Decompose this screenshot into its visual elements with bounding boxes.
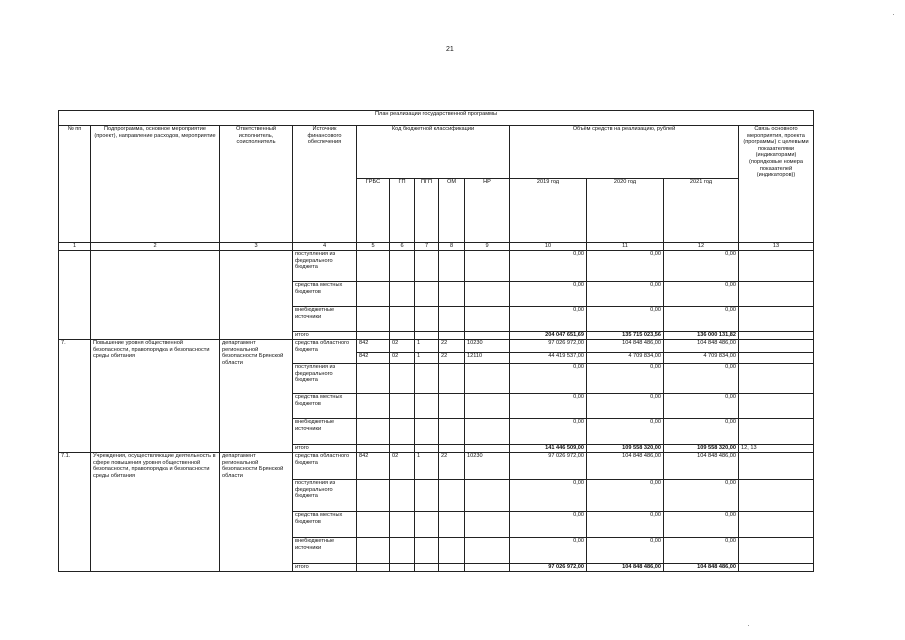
header-executor: Ответственный исполнитель, соисполнитель xyxy=(220,126,293,243)
num-cell: 7.1. xyxy=(59,453,91,572)
value-2019: 0,00 xyxy=(510,394,587,419)
source-cell: итого xyxy=(293,332,357,340)
col-num: 9 xyxy=(465,243,510,251)
value-2020: 0,00 xyxy=(587,480,664,512)
value-2019: 0,00 xyxy=(510,480,587,512)
value-2021: 104 848 486,00 xyxy=(664,340,739,353)
gp-cell: 02 xyxy=(390,353,415,364)
executor-cell xyxy=(220,251,293,340)
value-2019: 0,00 xyxy=(510,282,587,307)
col-num: 6 xyxy=(390,243,415,251)
source-cell: поступления из федерального бюджета xyxy=(293,480,357,512)
grbs-cell: 842 xyxy=(357,453,390,480)
total-2021: 109 558 320,00 xyxy=(664,445,739,453)
value-2020: 0,00 xyxy=(587,364,664,394)
total-2021: 104 848 486,00 xyxy=(664,564,739,572)
col-num: 8 xyxy=(439,243,465,251)
source-cell: средства областного бюджета xyxy=(293,340,357,364)
value-2021: 104 848 486,00 xyxy=(664,453,739,480)
value-2020: 0,00 xyxy=(587,251,664,282)
col-num: 1 xyxy=(59,243,91,251)
name-cell: Учреждения, осуществляющие деятельность в сфере повышения уровня общественной безопасности, правопорядка и безопасности среды обитания xyxy=(91,453,220,572)
gp-cell: 02 xyxy=(390,453,415,480)
col-num: 4 xyxy=(293,243,357,251)
col-num: 5 xyxy=(357,243,390,251)
value-2020: 104 848 486,00 xyxy=(587,340,664,353)
pgp-cell: 1 xyxy=(415,340,439,353)
col-num: 7 xyxy=(415,243,439,251)
col-num: 10 xyxy=(510,243,587,251)
header-num: № пп xyxy=(59,126,91,243)
total-2020: 104 848 486,00 xyxy=(587,564,664,572)
value-2019: 97 026 972,00 xyxy=(510,340,587,353)
source-cell: поступления из федерального бюджета xyxy=(293,364,357,394)
total-2020: 135 715 023,56 xyxy=(587,332,664,340)
header-nr: НР xyxy=(465,179,510,243)
nr-cell: 10230 xyxy=(465,340,510,353)
total-2020: 109 558 320,00 xyxy=(587,445,664,453)
value-2020: 0,00 xyxy=(587,512,664,538)
header-source: Источник финансового обеспечения xyxy=(293,126,357,243)
value-2021: 0,00 xyxy=(664,538,739,564)
header-2021: 2021 год xyxy=(664,179,739,243)
value-2021: 0,00 xyxy=(664,364,739,394)
header-link: Связь основного мероприятия, проекта (программы) с целевыми показателями (индикаторами) (порядковые номера показателей (индикаторов)) xyxy=(739,126,814,243)
num-cell xyxy=(59,251,91,340)
col-num: 3 xyxy=(220,243,293,251)
col-num: 2 xyxy=(91,243,220,251)
value-2020: 0,00 xyxy=(587,307,664,332)
header-om: ОМ xyxy=(439,179,465,243)
header-volume: Объём средств на реализацию, рублей xyxy=(510,126,739,179)
source-cell: средства местных бюджетов xyxy=(293,512,357,538)
table-row xyxy=(59,251,814,282)
page-number: 21 xyxy=(446,46,454,53)
table-row xyxy=(59,453,814,480)
source-cell: итого xyxy=(293,445,357,453)
header-grbs: ГРБС xyxy=(357,179,390,243)
value-2019: 0,00 xyxy=(510,512,587,538)
source-cell: внебюджетные источники xyxy=(293,538,357,564)
col-num: 11 xyxy=(587,243,664,251)
total-2019: 141 446 509,00 xyxy=(510,445,587,453)
value-2019: 0,00 xyxy=(510,538,587,564)
value-2020: 104 848 486,00 xyxy=(587,453,664,480)
value-2021: 0,00 xyxy=(664,307,739,332)
om-cell: 22 xyxy=(439,340,465,353)
value-2020: 0,00 xyxy=(587,282,664,307)
om-cell: 22 xyxy=(439,453,465,480)
executor-cell: департамент региональной безопасности Брянской области xyxy=(220,340,293,453)
total-2021: 136 000 131,82 xyxy=(664,332,739,340)
col-num: 13 xyxy=(739,243,814,251)
source-cell: итого xyxy=(293,564,357,572)
column-number-row xyxy=(59,243,814,251)
name-cell xyxy=(91,251,220,340)
nr-cell: 10230 xyxy=(465,453,510,480)
value-2020: 4 709 834,00 xyxy=(587,353,664,364)
header-budget-code: Код бюджетной классификации xyxy=(357,126,510,179)
table-title: План реализации государственной программы xyxy=(59,111,814,126)
value-2019: 0,00 xyxy=(510,364,587,394)
header-gp: ГП xyxy=(390,179,415,243)
source-cell: внебюджетные источники xyxy=(293,307,357,332)
source-cell: средства местных бюджетов xyxy=(293,394,357,419)
source-cell: поступления из федерального бюджета xyxy=(293,251,357,282)
value-2019: 0,00 xyxy=(510,251,587,282)
table-row xyxy=(59,340,814,353)
nr-cell: 12110 xyxy=(465,353,510,364)
num-cell: 7. xyxy=(59,340,91,453)
budget-plan-table xyxy=(58,110,814,572)
value-2020: 0,00 xyxy=(587,538,664,564)
value-2021: 0,00 xyxy=(664,512,739,538)
col-num: 12 xyxy=(664,243,739,251)
scan-speck xyxy=(893,14,894,15)
value-2021: 0,00 xyxy=(664,282,739,307)
value-2021: 0,00 xyxy=(664,480,739,512)
pgp-cell: 1 xyxy=(415,353,439,364)
source-cell: средства местных бюджетов xyxy=(293,282,357,307)
header-pgp: ПГП xyxy=(415,179,439,243)
total-2019: 97 026 972,00 xyxy=(510,564,587,572)
header-2020: 2020 год xyxy=(587,179,664,243)
link-cell: 12, 13 xyxy=(739,445,814,453)
om-cell: 22 xyxy=(439,353,465,364)
header-name: Подпрограмма, основное мероприятие (проект), направление расходов, мероприятие xyxy=(91,126,220,243)
pgp-cell: 1 xyxy=(415,453,439,480)
value-2021: 4 709 834,00 xyxy=(664,353,739,364)
value-2021: 0,00 xyxy=(664,251,739,282)
scan-speck xyxy=(748,625,749,626)
total-2019: 204 047 651,69 xyxy=(510,332,587,340)
value-2019: 97 026 972,00 xyxy=(510,453,587,480)
executor-cell: департамент региональной безопасности Брянской области xyxy=(220,453,293,572)
gp-cell: 02 xyxy=(390,340,415,353)
value-2019: 44 419 537,00 xyxy=(510,353,587,364)
grbs-cell: 842 xyxy=(357,340,390,353)
grbs-cell: 842 xyxy=(357,353,390,364)
value-2020: 0,00 xyxy=(587,419,664,445)
value-2019: 0,00 xyxy=(510,419,587,445)
value-2019: 0,00 xyxy=(510,307,587,332)
value-2020: 0,00 xyxy=(587,394,664,419)
header-2019: 2019 год xyxy=(510,179,587,243)
source-cell: средства областного бюджета xyxy=(293,453,357,480)
value-2021: 0,00 xyxy=(664,419,739,445)
source-cell: внебюджетные источники xyxy=(293,419,357,445)
name-cell: Повышение уровня общественной безопасности, правопорядка и безопасности среды обитания xyxy=(91,340,220,453)
value-2021: 0,00 xyxy=(664,394,739,419)
